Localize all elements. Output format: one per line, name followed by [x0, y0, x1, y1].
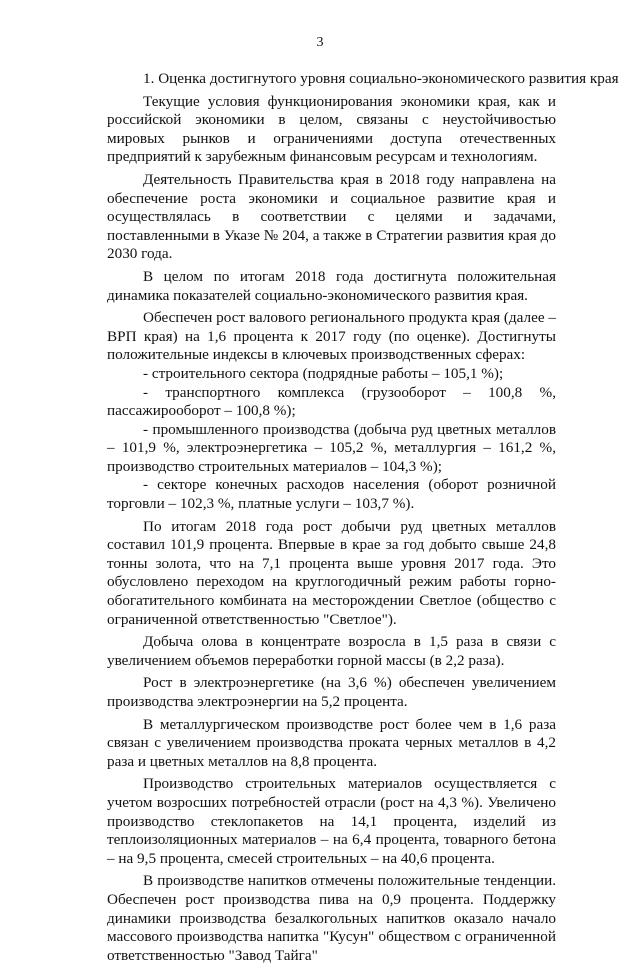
paragraph-building-materials: Производство строительных материалов осуществляется с учетом возросших потребностей отрасли (рост на 4,3 %). Увеличено производство стеклопакетов на 14,1 процента, изделий из теплоизоляционных материалов – на 6,4 процента, товарного бетона – на 9,5 процента, смесей строительных – на 40,6 процента.: [107, 775, 556, 867]
paragraph-metallurgy: В металлургическом производстве рост более чем в 1,6 раза связан с увеличением производства проката черных металлов в 4,2 раза и цветных металлов на 8,8 процента.: [107, 715, 556, 770]
list-item-industry: - промышленного производства (добыча руд цветных металлов – 101,9 %, электроэнергетика – 105,2 %, металлургия – 161,2 %, производство строительных материалов – 104,3 %);: [107, 420, 556, 475]
paragraph-intro: Текущие условия функционирования экономики края, как и российской экономики в целом, связаны с неустойчивостью мировых рынков и ограничениями доступа отечественных предприятий к зарубежным финансовым ресурсам и технологиям.: [107, 92, 556, 166]
paragraph-electricity: Рост в электроэнергетике (на 3,6 %) обеспечен увеличением производства электроэнергии на 5,2 процента.: [107, 674, 556, 710]
page-number: 3: [316, 35, 324, 50]
list-item-construction: - строительного сектора (подрядные работы – 105,1 %);: [143, 364, 504, 382]
list-item-transport: - транспортного комплекса (грузооборот – 100,8 %, пассажирооборот – 100,8 %);: [107, 383, 556, 420]
paragraph-positive-dynamics: В целом по итогам 2018 года достигнута положительная динамика показателей социально-экономического развития края.: [107, 267, 556, 304]
paragraph-grp-growth: Обеспечен рост валового регионального продукта края (далее – ВРП края) на 1,6 процента к 2017 году (по оценке). Достигнуты положительные индексы в ключевых производственных сферах:: [107, 309, 556, 364]
paragraph-tin: Добыча олова в концентрате возросла в 1,5 раза в связи с увеличением объемов переработки горной массы (в 2,2 раза).: [107, 633, 556, 669]
paragraph-mining: По итогам 2018 года рост добычи руд цветных металлов составил 101,9 процента. Впервые в крае за год добыто свыше 24,8 тонны золота, что на 7,1 процента выше уровня 2017 года. Это обусловлено переходом на круглогодичный режим работы горно-обогатительного комбината на месторождении Светлое (общество с ограниченной ответственностью "Светлое").: [107, 517, 556, 628]
list-item-consumer-spending: - секторе конечных расходов населения (оборот розничной торговли – 102,3 %, платные услуги – 103,7 %).: [107, 476, 556, 513]
section-heading: 1. Оценка достигнутого уровня социально-экономического развития края: [143, 70, 619, 87]
paragraph-government-activity: Деятельность Правительства края в 2018 году направлена на обеспечение роста экономики и социальное развитие края и осуществлялась в соответствии с целями и задачами, поставленными в Указе № 204, а также в Стратегии развития края до 2030 года.: [107, 170, 556, 263]
paragraph-beverages: В производстве напитков отмечены положительные тенденции. Обеспечен рост производства пива на 0,9 процента. Поддержку динамики производства безалкогольных напитков оказало начало массового производства напитка "Кусун" обществом с ограниченной ответственностью "Завод Тайга": [107, 872, 556, 964]
